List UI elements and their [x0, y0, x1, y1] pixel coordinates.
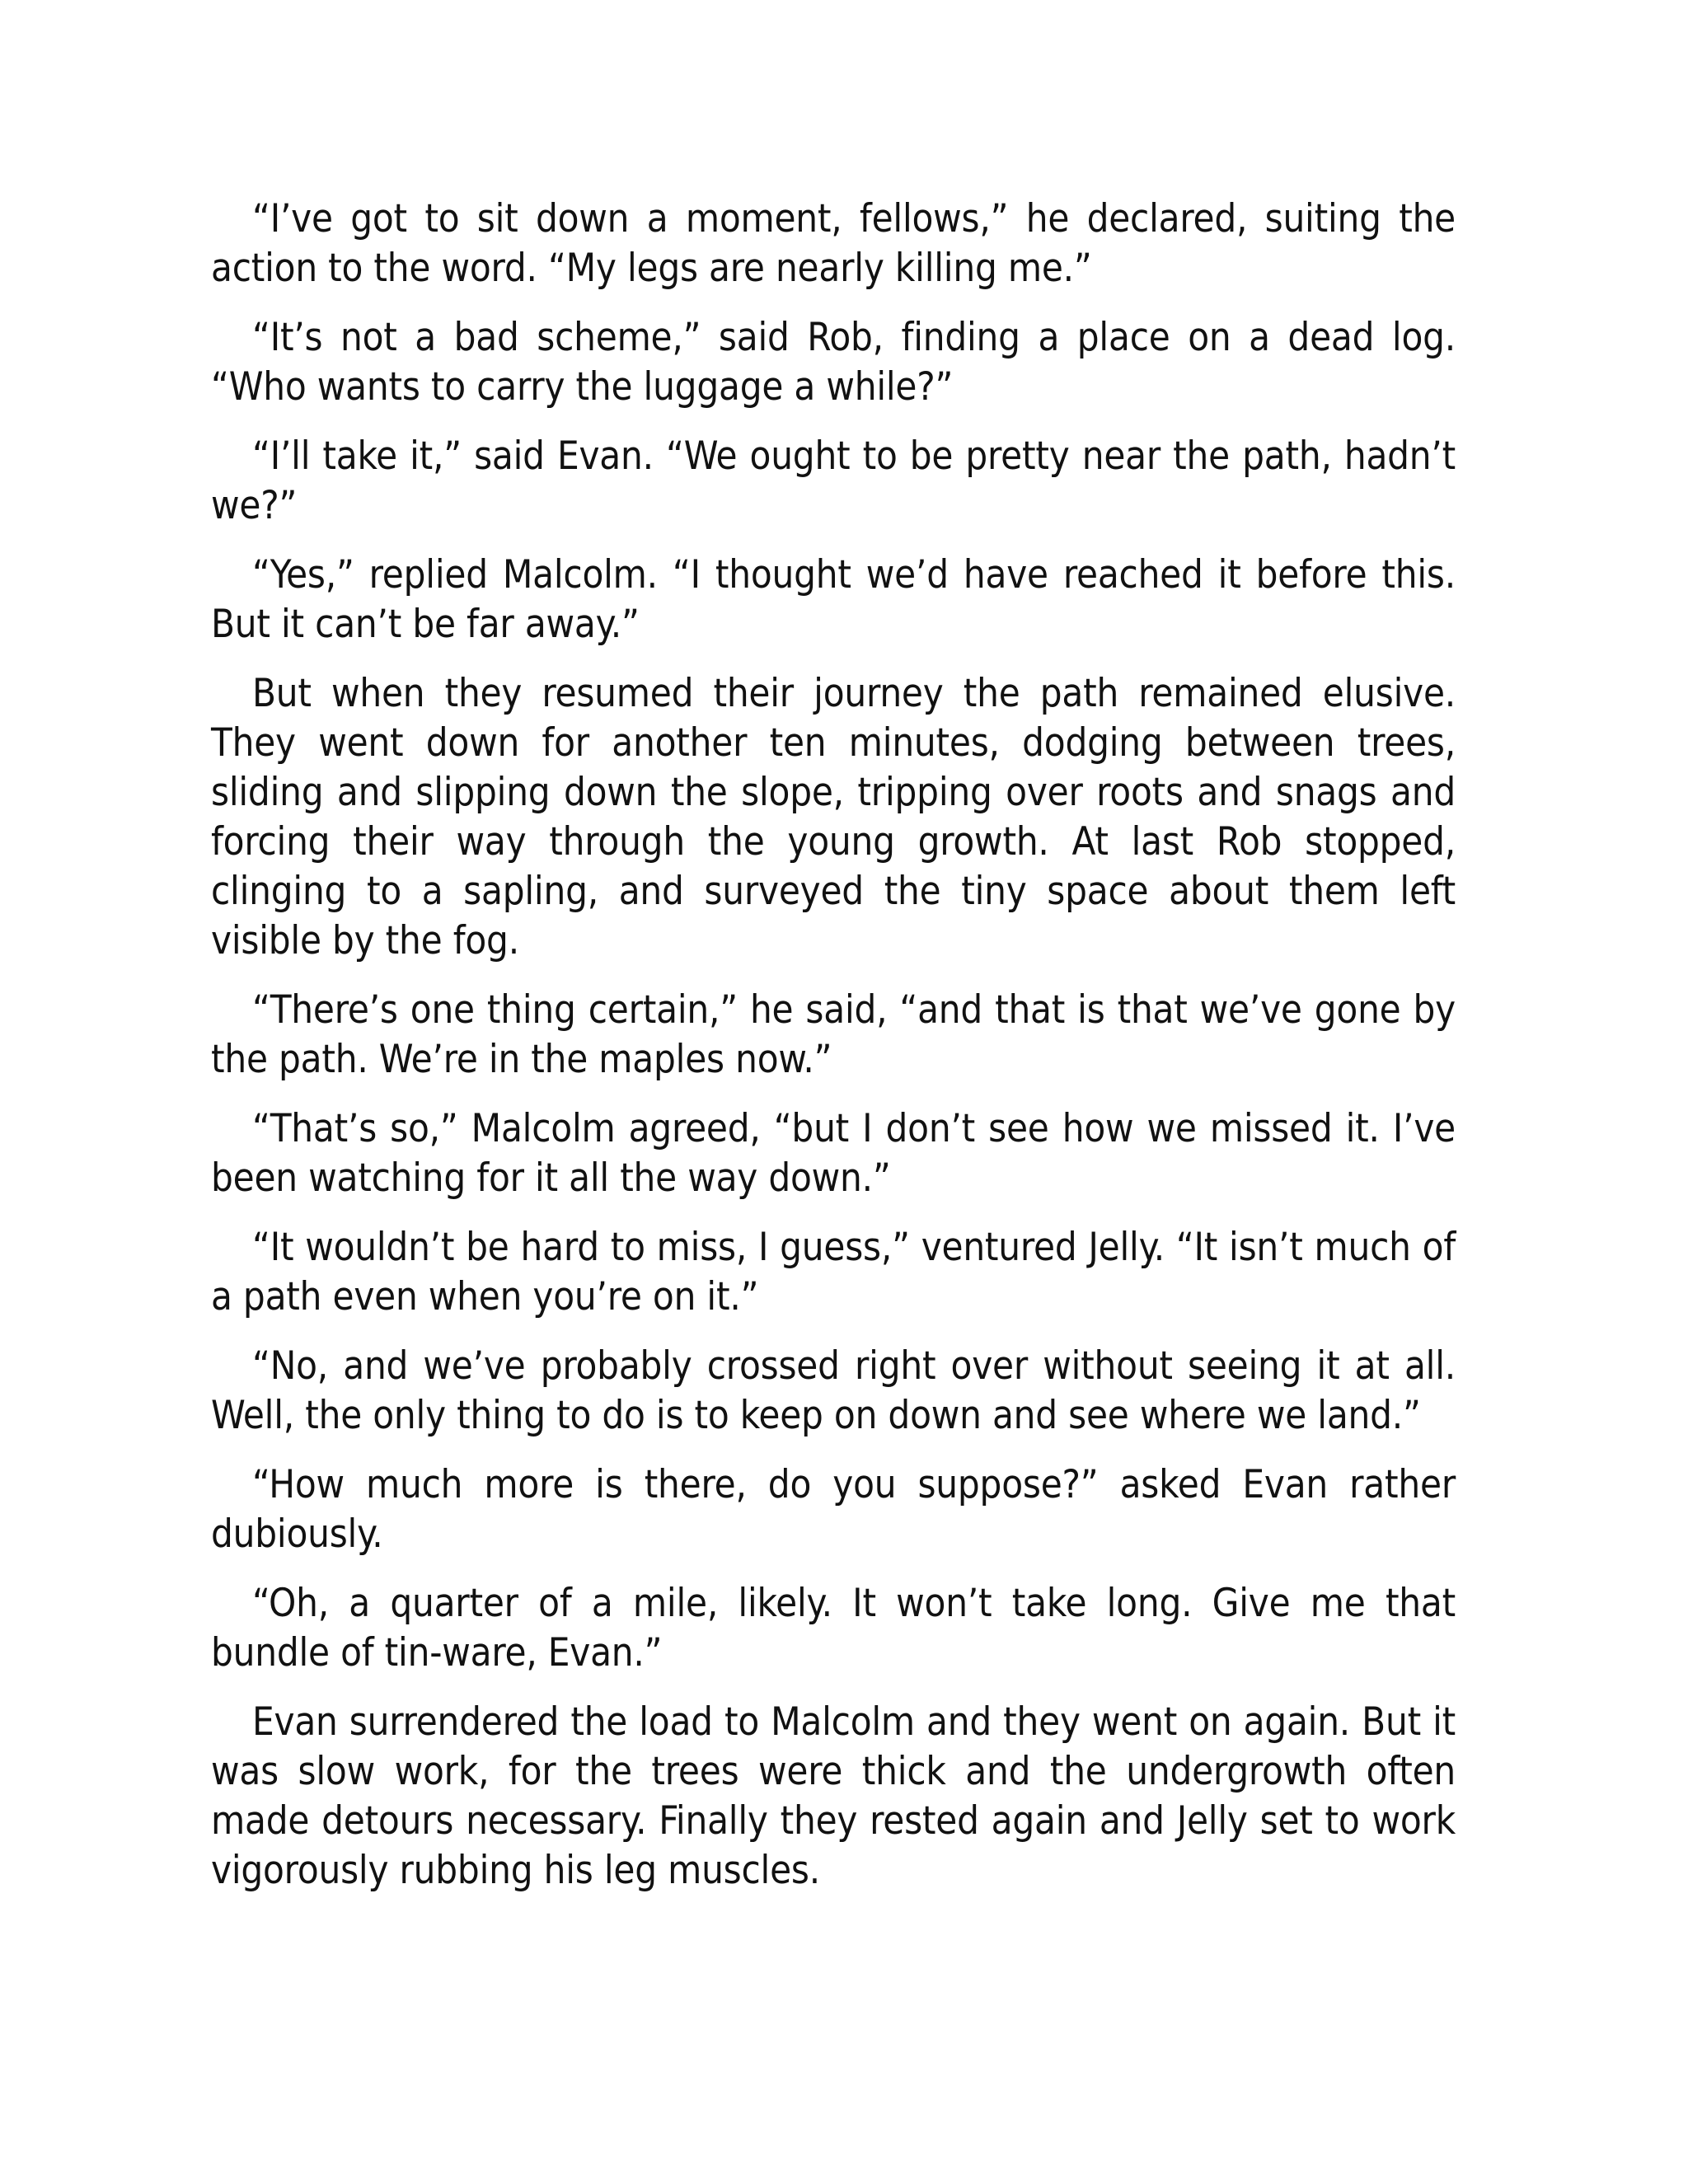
paragraph-8: “It wouldn’t be hard to miss, I guess,” ventured Jelly. “It isn’t much of a path even when you’re on it.”: [211, 1225, 1456, 1319]
paragraph-9: “No, and we’ve probably crossed right over without seeing it at all. Well, the only thing to do is to keep on down and see where we land.”: [211, 1343, 1456, 1438]
paragraph-6: “There’s one thing certain,” he said, “and that is that we’ve gone by the path. We’re in the maples now.”: [211, 987, 1456, 1082]
paragraph-7: “That’s so,” Malcolm agreed, “but I don’t see how we missed it. I’ve been watching for it all the way down.”: [211, 1106, 1456, 1201]
paragraph-5: But when they resumed their journey the path remained elusive. They went down for another ten minutes, dodging between trees, sliding and slipping down the slope, tripping over roots and snags and forcing their way through the young growth. At last Rob stopped, clinging to a sapling, and surveyed the tiny space about them left visible by the fog.: [211, 671, 1456, 963]
paragraph-1: “I’ve got to sit down a moment, fellows,” he declared, suiting the action to the word. “My legs are nearly killing me.”: [211, 196, 1456, 291]
paragraph-10: “How much more is there, do you suppose?” asked Evan rather dubiously.: [211, 1462, 1456, 1557]
page-body: [211, 194, 1456, 1915]
paragraph-2: “It’s not a bad scheme,” said Rob, finding a place on a dead log. “Who wants to carry the luggage a while?”: [211, 315, 1456, 410]
paragraph-11: “Oh, a quarter of a mile, likely. It won’t take long. Give me that bundle of tin-ware, Evan.”: [211, 1581, 1456, 1675]
paragraph-12: Evan surrendered the load to Malcolm and they went on again. But it was slow work, for the trees were thick and the undergrowth often made detours necessary. Finally they rested again and Jelly set to work vigorously rubbing his leg muscles.: [211, 1699, 1456, 1893]
paragraph-4: “Yes,” replied Malcolm. “I thought we’d have reached it before this. But it can’t be far away.”: [211, 552, 1456, 647]
paragraph-3: “I’ll take it,” said Evan. “We ought to be pretty near the path, hadn’t we?”: [211, 434, 1456, 528]
